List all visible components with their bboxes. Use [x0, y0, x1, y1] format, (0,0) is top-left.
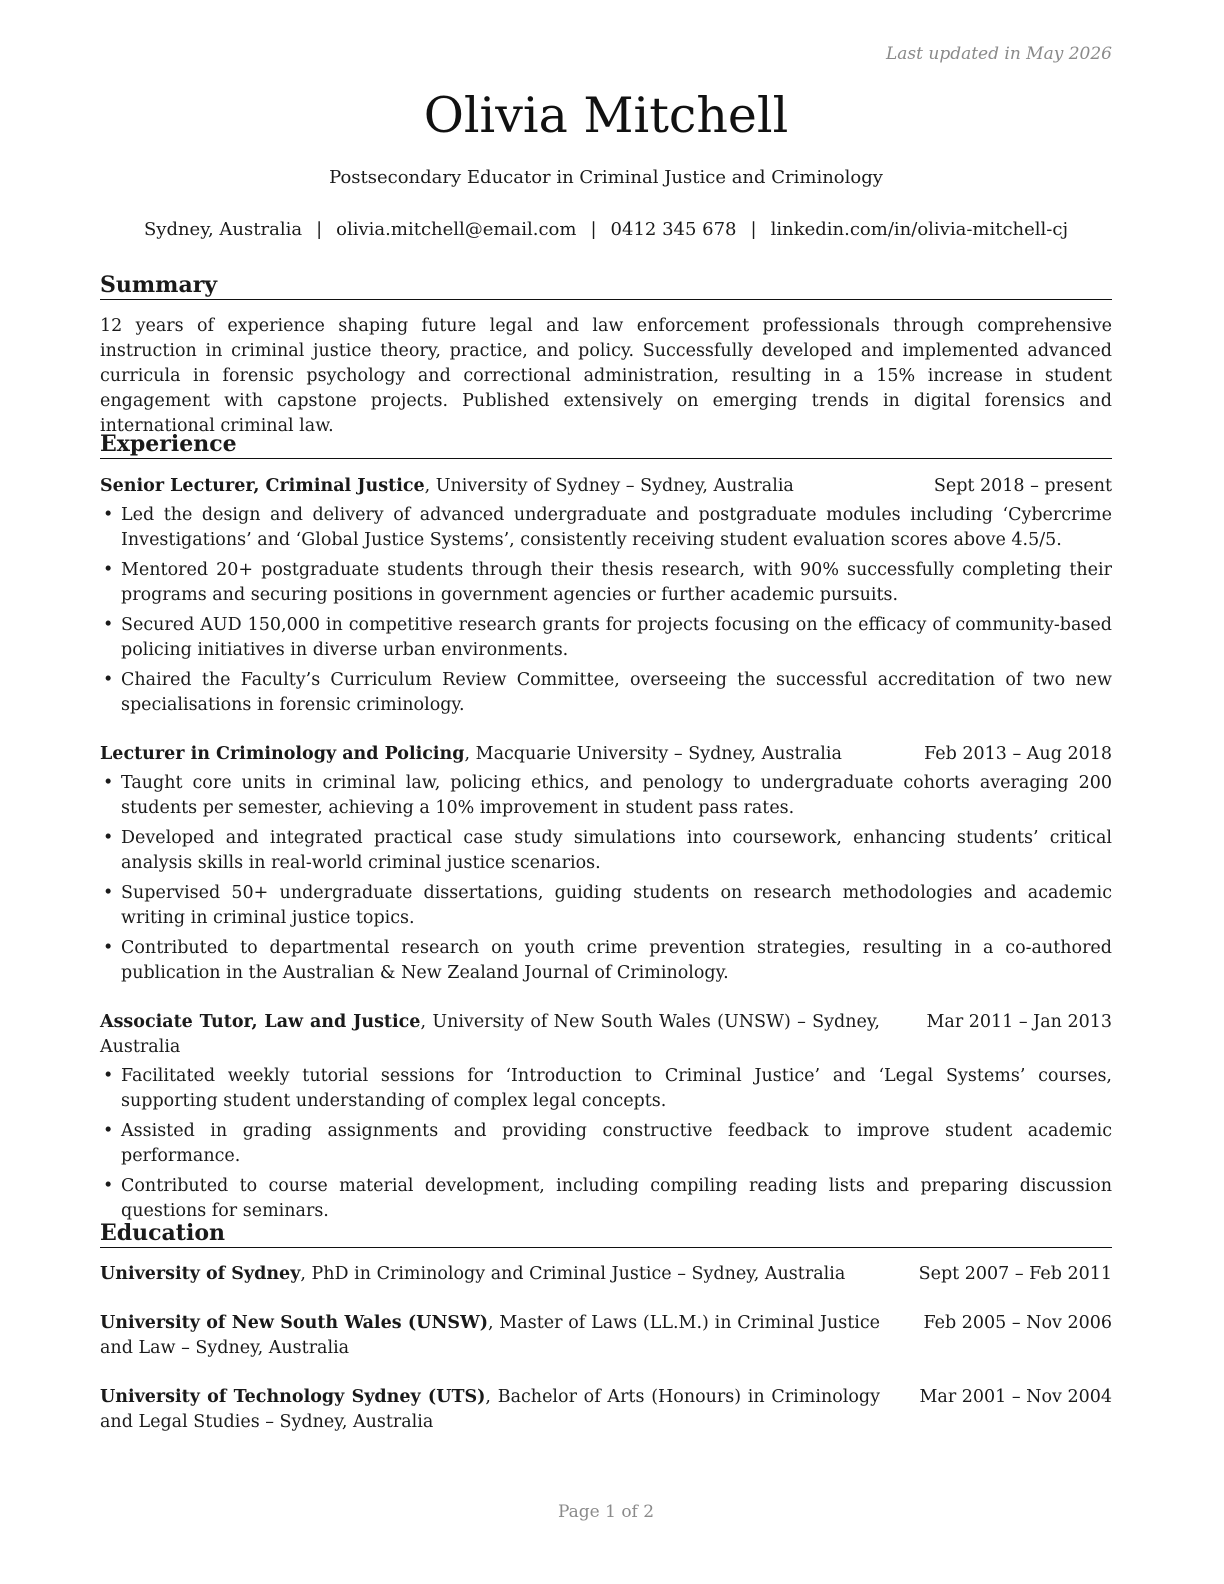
bullet-icon: • — [103, 883, 114, 903]
job-bullet-list — [100, 503, 1112, 718]
education-detail: , Bachelor of Arts (Honours) in Criminology and Legal Studies – Sydney, Australia — [100, 1387, 880, 1432]
experience-entry — [100, 474, 1112, 723]
education-school: University of New South Wales (UNSW) — [100, 1313, 489, 1333]
bullet-icon: • — [103, 670, 114, 690]
job-bullet: • Facilitated weekly tutorial sessions for ‘Introduction to Criminal Justice’ and ‘Legal Systems’ courses, supporting student understanding of complex legal concepts. — [103, 1066, 1112, 1111]
education-detail: , Master of Laws (LL.M.) in Criminal Justice and Law – Sydney, Australia — [100, 1313, 880, 1358]
experience-entry — [100, 1010, 1112, 1229]
job-bullet-list — [100, 771, 1112, 986]
education-header — [100, 1262, 1112, 1287]
job-bullet: • Taught core units in criminal law, policing ethics, and penology to undergraduate cohorts averaging 200 students per semester, achieving a 10% improvement in student pass rates. — [103, 773, 1112, 818]
contact-phone: 0412 345 678 — [610, 219, 737, 240]
education-dates: Mar 2001 – Nov 2004 — [919, 1387, 1112, 1407]
job-bullet: • Developed and integrated practical case study simulations into coursework, enhancing students’ critical analysis skills in real-world criminal justice scenarios. — [103, 828, 1112, 873]
bullet-icon: • — [103, 560, 114, 580]
job-bullet: • Mentored 20+ postgraduate students through their thesis research, with 90% successfully completing their programs and securing positions in government agencies or further academic pursuits. — [103, 560, 1112, 605]
bullet-icon: • — [103, 615, 114, 635]
contact-email-link[interactable]: olivia.mitchell@email.com — [336, 219, 577, 240]
contact-separator: | — [316, 219, 323, 240]
education-entry — [100, 1385, 1112, 1435]
education-entry — [100, 1311, 1112, 1361]
job-bullet: • Chaired the Faculty’s Curriculum Review Committee, overseeing the successful accreditation of two new specialisations in forensic criminology. — [103, 670, 1112, 715]
education-detail: , PhD in Criminology and Criminal Justice – Sydney, Australia — [300, 1264, 846, 1284]
job-dates: Feb 2013 – Aug 2018 — [924, 744, 1112, 764]
bullet-icon: • — [103, 828, 114, 848]
bullet-icon: • — [103, 938, 114, 958]
job-bullet: • Assisted in grading assignments and providing constructive feedback to improve student academic performance. — [103, 1121, 1112, 1166]
education-header — [100, 1385, 1112, 1435]
resume-page — [100, 0, 1112, 1584]
education-header — [100, 1311, 1112, 1361]
education-entry — [100, 1262, 1112, 1287]
contact-separator: | — [750, 219, 757, 240]
job-bullet: • Contributed to course material development, including compiling reading lists and preparing discussion questions for seminars. — [103, 1176, 1112, 1221]
job-header — [100, 742, 1112, 767]
bullet-icon: • — [103, 1176, 114, 1196]
job-role: Lecturer in Criminology and Policing — [100, 744, 465, 764]
contact-line — [100, 219, 1112, 240]
summary-heading: Summary — [100, 271, 1112, 300]
summary-text: 12 years of experience shaping future legal and law enforcement professionals through comprehensive instruction in criminal justice theory, practice, and policy. Successfully developed and implemented advanced curricula in forensic psychology and correctional administration, resulting in a 15% increase in student engagement with capstone projects. Published extensively on emerging trends in digital forensics and international criminal law. — [100, 316, 1112, 436]
job-bullet: • Led the design and delivery of advanced undergraduate and postgraduate modules including ‘Cybercrime Investigations’ and ‘Global Justice Systems’, consistently receiving student evaluation scores above 4.5/5. — [103, 505, 1112, 550]
experience-entry — [100, 742, 1112, 991]
education-dates: Feb 2005 – Nov 2006 — [923, 1313, 1112, 1333]
job-role: Senior Lecturer, Criminal Justice — [100, 476, 425, 496]
job-bullet-list — [100, 1064, 1112, 1224]
job-organization: , Macquarie University – Sydney, Australia — [464, 744, 842, 764]
job-organization: , University of Sydney – Sydney, Australia — [424, 476, 794, 496]
job-organization: , University of New South Wales (UNSW) – Sydney, Australia — [100, 1012, 880, 1057]
job-bullet: • Secured AUD 150,000 in competitive research grants for projects focusing on the efficacy of community-based policing initiatives in diverse urban environments. — [103, 615, 1112, 660]
education-school: University of Technology Sydney (UTS) — [100, 1387, 486, 1407]
bullet-icon: • — [103, 505, 114, 525]
experience-heading: Experience — [100, 430, 1112, 459]
contact-location: Sydney, Australia — [143, 219, 303, 240]
job-dates: Sept 2018 – present — [933, 476, 1112, 496]
education-heading: Education — [100, 1219, 1112, 1248]
bullet-icon: • — [103, 1121, 114, 1141]
education-school: University of Sydney — [100, 1264, 301, 1284]
job-bullet: • Supervised 50+ undergraduate dissertations, guiding students on research methodologies and academic writing in criminal justice topics. — [103, 883, 1112, 928]
candidate-name: Olivia Mitchell — [423, 87, 789, 144]
candidate-headline: Postsecondary Educator in Criminal Justice and Criminology — [329, 167, 883, 188]
last-updated-note: Last updated in May 2026 — [885, 44, 1112, 64]
education-dates: Sept 2007 – Feb 2011 — [918, 1264, 1112, 1284]
bullet-icon: • — [103, 1066, 114, 1086]
contact-linkedin-link[interactable]: linkedin.com/in/olivia-mitchell-cj — [770, 219, 1069, 240]
job-dates: Mar 2011 – Jan 2013 — [926, 1012, 1112, 1032]
contact-separator: | — [590, 219, 597, 240]
bullet-icon: • — [103, 773, 114, 793]
job-role: Associate Tutor, Law and Justice — [100, 1012, 421, 1032]
job-bullet: • Contributed to departmental research on youth crime prevention strategies, resulting in a co-authored publication in the Australian & New Zealand Journal of Criminology. — [103, 938, 1112, 983]
page-indicator: Page 1 of 2 — [557, 1502, 655, 1522]
job-header — [100, 474, 1112, 499]
job-header — [100, 1010, 1112, 1060]
